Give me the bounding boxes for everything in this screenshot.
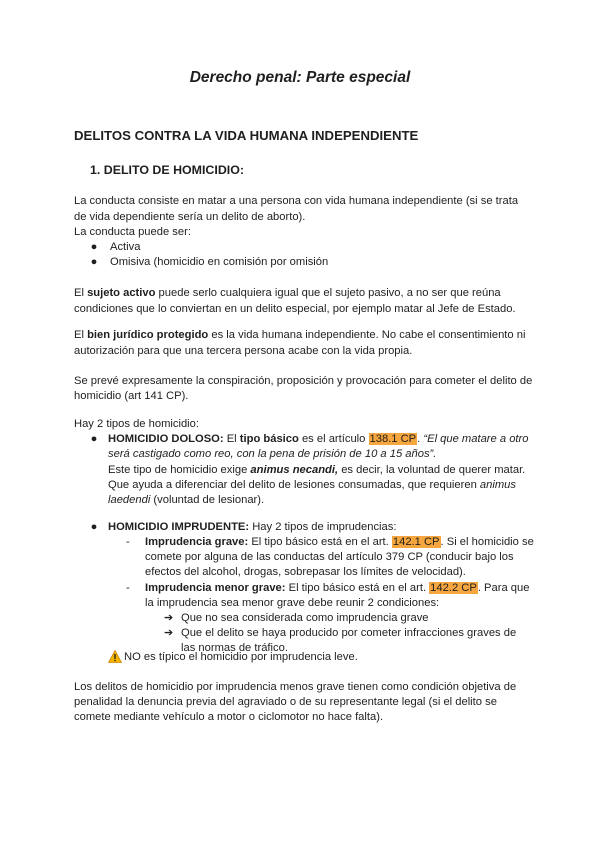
paragraph-line: Hay 2 tipos de homicidio:	[74, 418, 199, 430]
sublist-item: Imprudencia menor grave: El tipo básico está en el art. 142.2 CP. Para que	[145, 582, 530, 594]
paragraph-line: efectos del alcohol, drogas, sobrepasar los límites de velocidad).	[145, 566, 466, 578]
bullet-icon: ●	[90, 521, 98, 533]
right-arrow-icon: ➔	[164, 612, 174, 624]
paragraph-line: La conducta puede ser:	[74, 226, 191, 238]
paragraph-line: penalidad la denuncia previa del agraviado o de su representante legal (si el delito se	[74, 696, 497, 708]
sublist-item: Imprudencia grave: El tipo básico está en el art. 142.1 CP. Si el homicidio se	[145, 536, 534, 548]
paragraph-line: será castigado como reo, con la pena de prisión de 10 a 15 años”.	[108, 448, 437, 460]
list-item: Omisiva (homicidio en comisión por omisión	[110, 256, 329, 268]
paragraph-line: comete por alguna de las conductas del artículo 379 CP (conducir bajo los	[145, 551, 514, 563]
paragraph-line: las normas de tráfico.	[181, 642, 288, 654]
paragraph-line: comete mediante vehículo a motor o ciclomotor no hace falta).	[74, 711, 384, 723]
bold-term: sujeto activo	[87, 287, 156, 299]
paragraph-line: condiciones que lo conviertan en un delito especial, por ejemplo matar al Jefe de Estado.	[74, 303, 516, 315]
paragraph-line: laedendi (voluntad de lesionar).	[108, 494, 265, 506]
article-highlight: 142.2 CP	[430, 582, 477, 594]
bold-term: animus necandi,	[250, 464, 339, 476]
paragraph-line: La conducta consiste en matar a una persona con vida humana independiente (si se trata	[74, 195, 519, 207]
paragraph-line: El sujeto activo puede serlo cualquiera igual que el sujeto pasivo, a no ser que reúna	[74, 287, 501, 299]
article-highlight: 142.1 CP	[392, 536, 440, 548]
document-title: Derecho penal: Parte especial	[189, 69, 411, 86]
paragraph-line: Se prevé expresamente la conspiración, proposición y provocación para cometer el delito de	[74, 375, 533, 387]
bullet-icon: ●	[90, 241, 98, 253]
paragraph-line: Los delitos de homicidio por imprudencia menos grave tienen como condición objetiva de	[74, 681, 517, 693]
paragraph-line: Que ayuda a diferenciar del delito de lesiones consumadas, que requieren animus	[108, 479, 516, 491]
warning-text: NO es típico el homicidio por imprudencia leve.	[124, 651, 358, 663]
dash-icon: -	[126, 582, 130, 594]
list-item-doloso: HOMICIDIO DOLOSO: El tipo básico es el artículo 138.1 CP. “El que matare a otro	[108, 433, 529, 445]
paragraph-line: la imprudencia sea menor grave debe reunir 2 condiciones:	[145, 597, 440, 609]
right-arrow-icon: ➔	[164, 627, 174, 639]
condition-item: Que el delito se haya producido por cometer infracciones graves de	[181, 627, 517, 639]
bullet-icon: ●	[90, 433, 98, 445]
paragraph-line: de vida dependiente sería un delito de aborto).	[74, 211, 306, 223]
paragraph-line: autorización para que una tercera persona acabe con la vida propia.	[74, 345, 413, 357]
warning-icon	[108, 650, 122, 663]
section-heading: DELITOS CONTRA LA VIDA HUMANA INDEPENDIENTE	[74, 128, 419, 143]
paragraph-line: homicidio (art 141 CP).	[74, 390, 189, 402]
condition-item: Que no sea considerada como imprudencia grave	[181, 612, 429, 624]
paragraph-line: El bien jurídico protegido es la vida humana independiente. No cabe el consentimiento ni	[74, 329, 526, 341]
list-item: Activa	[110, 241, 141, 253]
list-item-imprudente: HOMICIDIO IMPRUDENTE: Hay 2 tipos de imprudencias:	[108, 521, 397, 533]
article-highlight: 138.1 CP	[369, 433, 417, 445]
subsection-heading: 1. DELITO DE HOMICIDIO:	[90, 163, 244, 177]
bullet-icon: ●	[90, 256, 98, 268]
bold-term: bien jurídico protegido	[87, 329, 209, 341]
paragraph-line: Este tipo de homicidio exige animus necandi, es decir, la voluntad de querer matar.	[108, 464, 526, 476]
dash-icon: -	[126, 536, 130, 548]
